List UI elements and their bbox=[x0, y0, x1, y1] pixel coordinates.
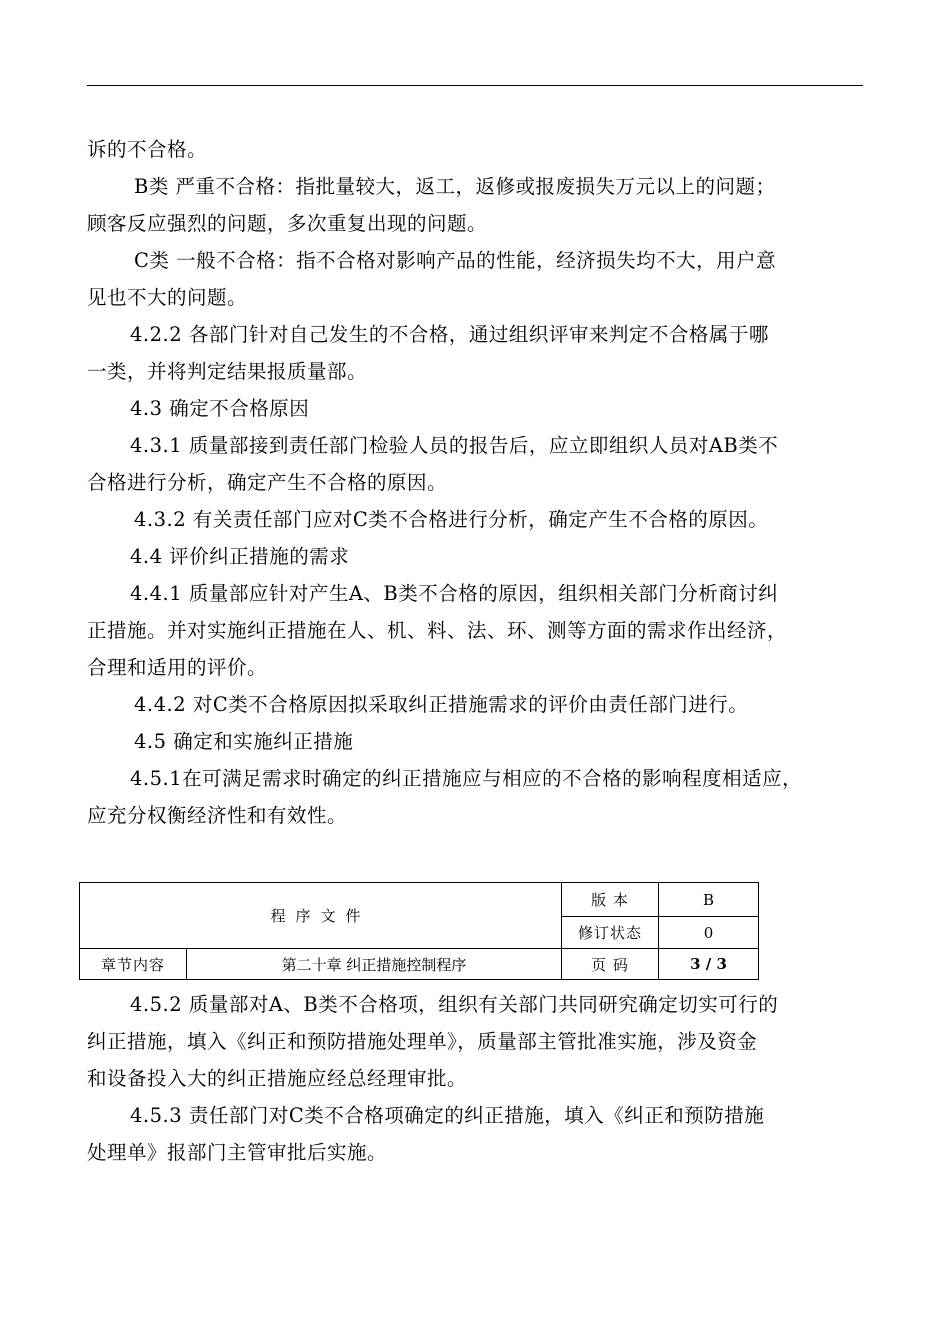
section-heading: 4.3 确定不合格原因 bbox=[130, 397, 310, 420]
text-line: 处理单》报部门主管审批后实施。 bbox=[87, 1141, 388, 1164]
text-line: B类 严重不合格：指批量较大，返工，返修或报废损失万元以上的问题； bbox=[134, 175, 776, 198]
section-heading: 4.5 确定和实施纠正措施 bbox=[134, 730, 354, 753]
revision-value: 0 bbox=[659, 917, 759, 949]
text-line: 诉的不合格。 bbox=[87, 138, 208, 161]
text-line: 4.4.1 质量部应针对产生A、B类不合格的原因，组织相关部门分析商讨纠 bbox=[130, 582, 779, 605]
page-label: 页 码 bbox=[562, 949, 659, 980]
text-line: 合格进行分析，确定产生不合格的原因。 bbox=[87, 471, 448, 494]
text-line: 正措施。并对实施纠正措施在人、机、料、法、环、测等方面的需求作出经济， bbox=[87, 619, 788, 642]
text-line: 应充分权衡经济性和有效性。 bbox=[87, 804, 348, 827]
section-heading: 4.4 评价纠正措施的需求 bbox=[130, 545, 350, 568]
text-line: 和设备投入大的纠正措施应经总经理审批。 bbox=[87, 1067, 468, 1090]
version-label: 版 本 bbox=[562, 883, 659, 917]
page-number: 3 / 3 bbox=[659, 949, 759, 980]
text-line: 见也不大的问题。 bbox=[87, 286, 248, 309]
text-line: 顾客反应强烈的问题，多次重复出现的问题。 bbox=[87, 212, 488, 235]
text-line: 4.3.2 有关责任部门应对C类不合格进行分析，确定产生不合格的原因。 bbox=[134, 508, 769, 531]
document-title: 程序文件 bbox=[80, 883, 562, 949]
header-rule bbox=[87, 85, 863, 86]
text-line: 一类，并将判定结果报质量部。 bbox=[87, 360, 368, 383]
document-control-table bbox=[79, 882, 759, 980]
text-line: 4.3.1 质量部接到责任部门检验人员的报告后，应立即组织人员对AB类不 bbox=[130, 434, 779, 457]
text-line: 4.5.3 责任部门对C类不合格项确定的纠正措施，填入《纠正和预防措施 bbox=[130, 1104, 765, 1127]
body-text-bottom bbox=[87, 986, 867, 1171]
text-line: C类 一般不合格：指不合格对影响产品的性能，经济损失均不大，用户意 bbox=[134, 249, 777, 272]
text-line: 4.2.2 各部门针对自己发生的不合格，通过组织评审来判定不合格属于哪 bbox=[130, 323, 769, 346]
chapter-label: 章节内容 bbox=[80, 949, 187, 980]
text-line: 合理和适用的评价。 bbox=[87, 656, 268, 679]
text-line: 4.5.1在可满足需求时确定的纠正措施应与相应的不合格的影响程度相适应， bbox=[130, 767, 803, 790]
text-line: 4.5.2 质量部对A、B类不合格项，组织有关部门共同研究确定切实可行的 bbox=[130, 993, 779, 1016]
text-line: 纠正措施，填入《纠正和预防措施处理单》，质量部主管批准实施，涉及资金 bbox=[87, 1030, 758, 1053]
body-text-top bbox=[87, 131, 867, 834]
chapter-value: 第二十章 纠正措施控制程序 bbox=[187, 949, 562, 980]
text-line: 4.4.2 对C类不合格原因拟采取纠正措施需求的评价由责任部门进行。 bbox=[134, 693, 749, 716]
revision-label: 修订状态 bbox=[562, 917, 659, 949]
version-value: B bbox=[659, 883, 759, 917]
